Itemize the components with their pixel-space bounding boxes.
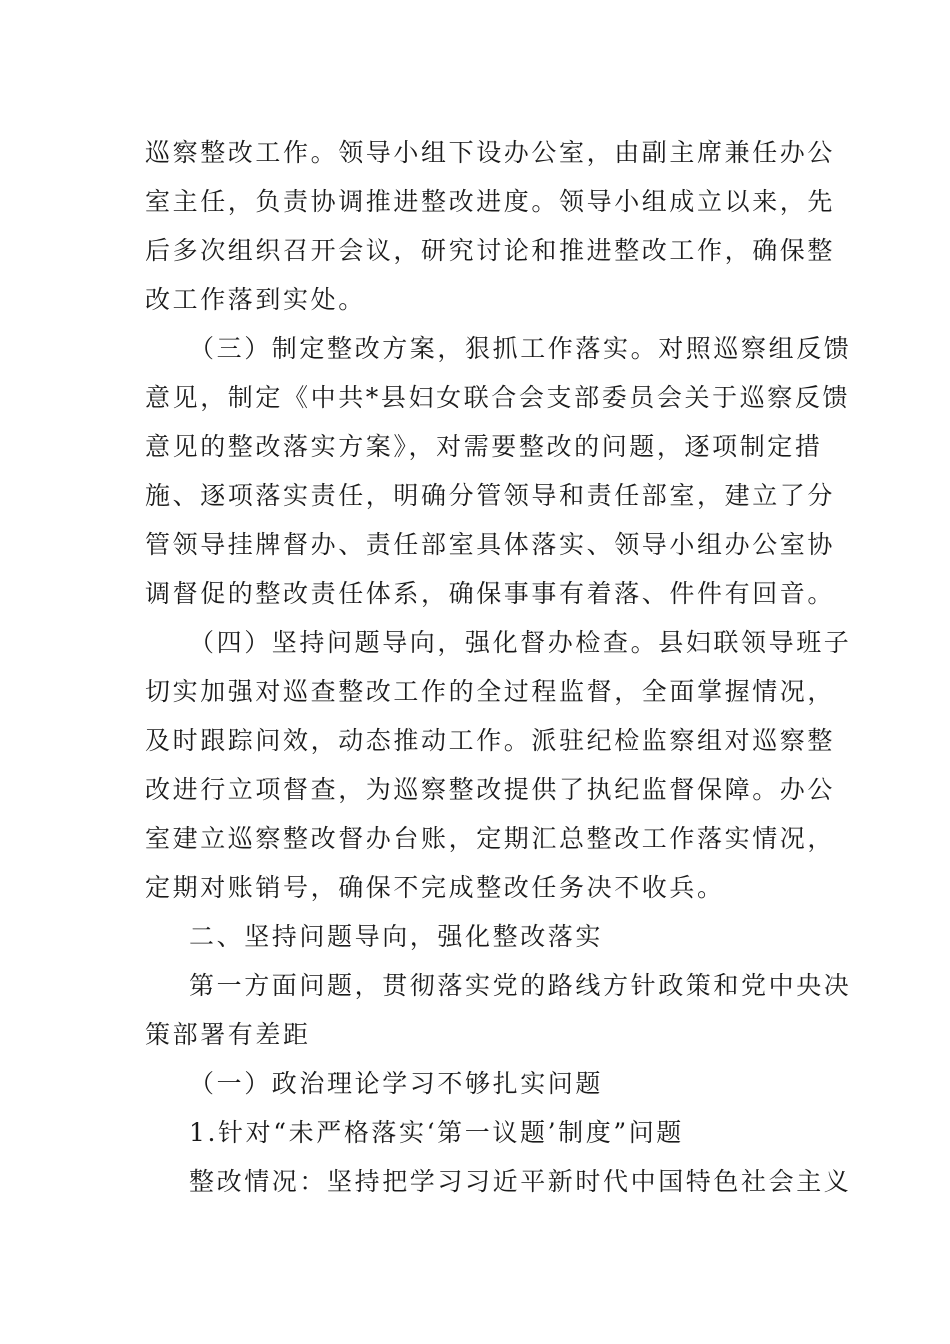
text-line-10: 调督促的整改责任体系，确保事事有着落、件件有回音。: [145, 579, 836, 608]
text-line-2: 室主任，负责协调推进整改进度。领导小组成立以来，先: [145, 187, 836, 216]
text-line-5: （三）制定整改方案，狠抓工作落实。对照巡察组反馈: [189, 334, 852, 363]
text-line-13: 及时跟踪问效，动态推动工作。派驻纪检监察组对巡察整: [145, 726, 836, 755]
text-line-18: 第一方面问题，贯彻落实党的路线方针政策和党中央决: [189, 971, 852, 1000]
item-heading-1: 1.针对“未严格落实‘第一议题’制度”问题: [189, 1118, 684, 1147]
text-line-7: 意见的整改落实方案》，对需要整改的问题，逐项制定措: [145, 432, 823, 461]
text-line-3: 后多次组织召开会议，研究讨论和推进整改工作，确保整: [145, 236, 836, 265]
text-line-8: 施、逐项落实责任，明确分管领导和责任部室，建立了分: [145, 481, 836, 510]
text-line-16: 定期对账销号，确保不完成整改任务决不收兵。: [145, 873, 725, 902]
section-heading-2: 二、坚持问题导向，强化整改落实: [189, 922, 604, 951]
subsection-heading-1: （一）政治理论学习不够扎实问题: [189, 1069, 604, 1098]
text-line-14: 改进行立项督查，为巡察整改提供了执纪监督保障。办公: [145, 775, 836, 804]
text-line-19: 策部署有差距: [145, 1020, 311, 1049]
text-line-22: 整改情况：坚持把学习习近平新时代中国特色社会主义: [189, 1167, 852, 1196]
text-line-9: 管领导挂牌督办、责任部室具体落实、领导小组办公室协: [145, 530, 836, 559]
text-line-1: 巡察整改工作。领导小组下设办公室，由副主席兼任办公: [145, 138, 836, 167]
text-line-15: 室建立巡察整改督办台账，定期汇总整改工作落实情况，: [145, 824, 836, 853]
text-line-4: 改工作落到实处。: [145, 285, 366, 314]
text-line-11: （四）坚持问题导向，强化督办检查。县妇联领导班子: [189, 628, 852, 657]
text-line-6: 意见，制定《中共*县妇女联合会支部委员会关于巡察反馈: [145, 383, 851, 412]
text-line-12: 切实加强对巡查整改工作的全过程监督，全面掌握情况，: [145, 677, 836, 706]
